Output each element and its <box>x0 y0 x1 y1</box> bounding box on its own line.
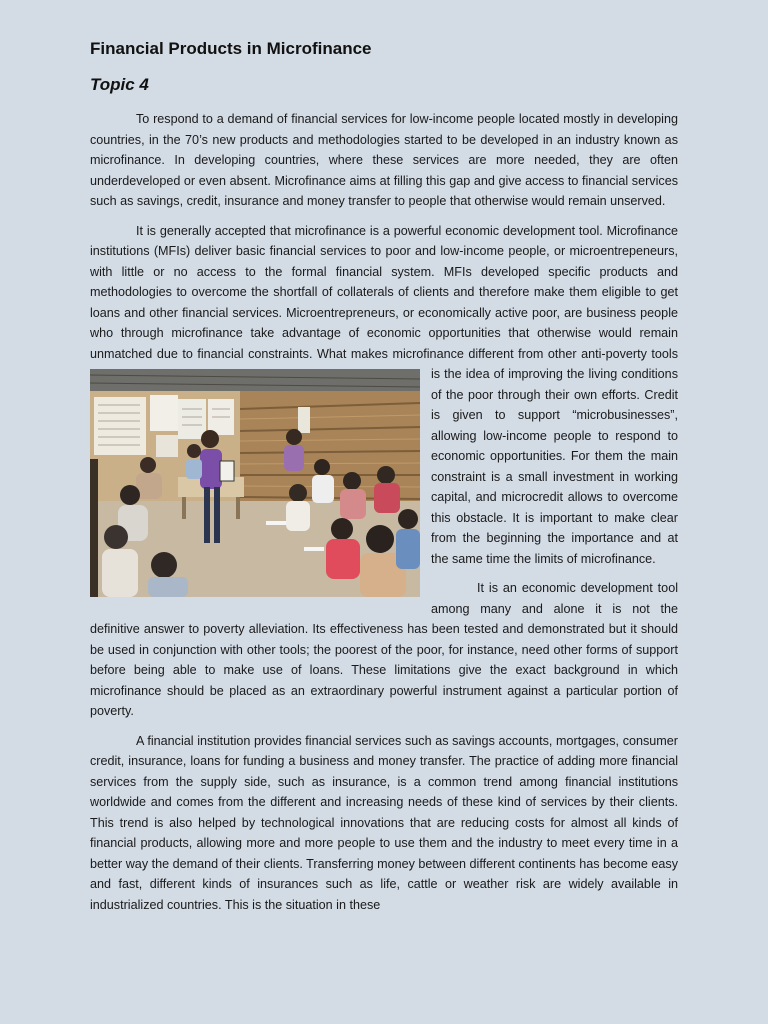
document-subtitle: Topic 4 <box>90 75 149 94</box>
paragraph-1: To respond to a demand of financial services for low-income people located mostly in developing countries, in the 70’s new products and methodologies started to be developed in an industry known as microfinance. In developing countries, where these services are more needed, they are often underdeveloped or even absent. Microfinance aims at filling this gap and give access to financial services such as savings, credit, insurance and money transfer to people that otherwise would remain unserved. <box>90 112 678 208</box>
document-page <box>90 38 678 924</box>
document-title: Financial Products in Microfinance <box>90 39 372 58</box>
paragraph-4: A financial institution provides financial services such as savings accounts, mortgages, consumer credit, insurance, loans for funding a business and money transfer. The practice of adding more financial services from the supply side, such as insurance, is a common trend among financial institutions worldwide and comes from the different and increasing needs of these kind of services by their clients. This trend is also helped by technological innovations that are reducing costs for almost all kinds of financial products, allowing more and more people to use them and the industry to meet every time in a better way the demand of their clients. Transferring money between different continents has become easy and fast, different kinds of insurances such as life, cattle or weather risk are widely available in industrialized countries. This is the situation in these <box>90 733 678 912</box>
paragraph-2-text <box>90 224 678 566</box>
paragraph-2-text-after: living conditions of the poor through their own efforts. Credit is given to support “microbusinesses”, allowing low-income people to respond to economic opportunities. For them the main constraint is a small investment in working capital, and microcredit allows to overcome this obstacle. It is important to make clear from the beginning the importance and at the same time the limits of microfinance. <box>431 367 678 566</box>
group-meeting-photo <box>90 369 420 597</box>
paragraph-2 <box>90 221 678 570</box>
paragraph-3: It is an economic development tool among many and alone it is not the definitive answer to poverty alleviation. Its effectiveness has been tested and demonstrated but it should be used in conjunction with other tools; the poorest of the poor, for instance, need other forms of support before being able to make use of loans. These limitations give the exact background in which microfinance should be placed as an extraordinary powerful instrument against a particular portion of poverty. <box>90 581 678 718</box>
paragraph-2-text-before: It is generally accepted that microfinance is a powerful economic development tool. Microfinance institutions (MFIs) deliver basic financial services to poor and low-income people, or microentrepeneurs, with little or no access to the formal financial system. MFIs developed specific products and methodologies to overcome the shortfall of collaterals of clients and therefore make them eligible to get loans and other financial services. Microentrepreneurs, or economically active poor, are business people who through microfinance take advantage of economic opportunities that otherwise would remain unmatched due to financial constraints. What makes microfinance different from other anti-poverty tools is the idea of improving the <box>90 223 678 381</box>
